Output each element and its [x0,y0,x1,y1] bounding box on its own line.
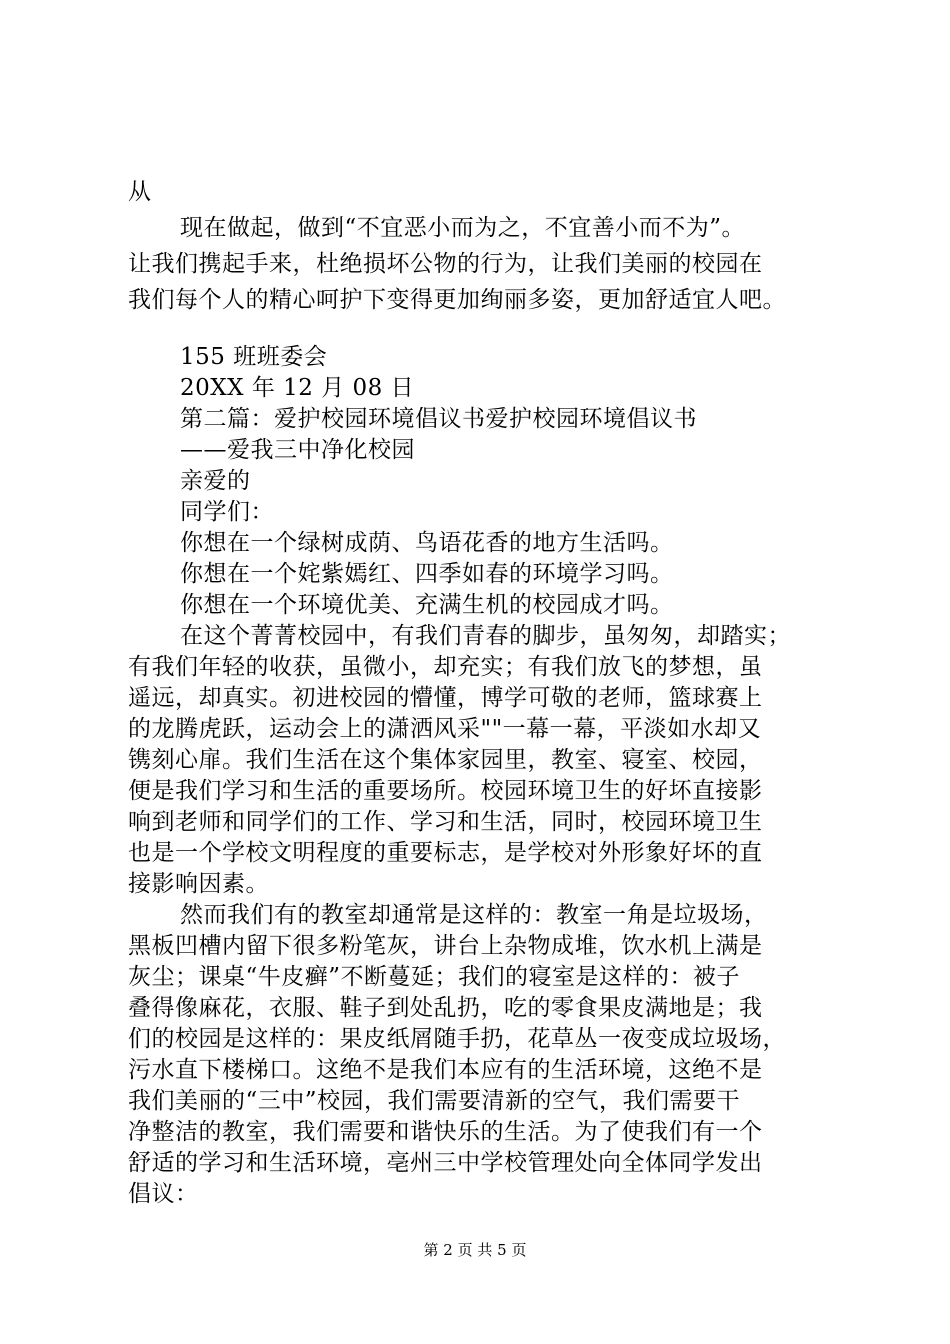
text-line: 净整洁的教室，我们需要和谐快乐的生活。为了使我们有一个 [128,1119,763,1145]
signature-line: 155 班班委会 [180,344,328,370]
text-line: 污水直下楼梯口。这绝不是我们本应有的生活环境，这绝不是 [128,1057,763,1083]
text-line: 也是一个学校文明程度的重要标志，是学校对外形象好坏的直 [128,840,763,866]
text-line: 舒适的学习和生活环境，亳州三中学校管理处向全体同学发出 [128,1150,763,1176]
text-line: 同学们： [180,499,274,525]
section-title: 第二篇：爱护校园环境倡议书爱护校园环境倡议书 [180,406,697,432]
text-line: 你想在一个绿树成荫、鸟语花香的地方生活吗。 [180,530,674,556]
text-line: 我们每个人的精心呵护下变得更加绚丽多姿，更加舒适宜人吧。 [128,287,786,313]
text-line: 然而我们有的教室却通常是这样的：教室一角是垃圾场， [180,902,768,928]
text-line: 你想在一个姹紫嫣红、四季如春的环境学习吗。 [180,561,674,587]
text-line: 灰尘；课桌“牛皮癣”不断蔓延；我们的寝室是这样的：被子 [128,964,741,990]
text-line: 们的校园是这样的：果皮纸屑随手扔，花草丛一夜变成垃圾场， [128,1026,786,1052]
text-line: 便是我们学习和生活的重要场所。校园环境卫生的好坏直接影 [128,778,763,804]
text-line: 我们美丽的“三中”校园，我们需要清新的空气，我们需要干 [128,1088,741,1114]
text-line: 黑板凹槽内留下很多粉笔灰，讲台上杂物成堆，饮水机上满是 [128,933,763,959]
date-line: 20XX 年 12 月 08 日 [180,375,415,401]
text-line: 的龙腾虎跃，运动会上的潇洒风采""一幕一幕，平淡如水却又 [128,716,762,742]
text-line: 在这个菁菁校园中，有我们青春的脚步，虽匆匆，却踏实； [180,623,791,649]
page-footer: 第 2 页 共 5 页 [423,1241,527,1259]
text-line: 你想在一个环境优美、充满生机的校园成才吗。 [180,592,674,618]
text-line: 亲爱的 [180,468,251,494]
text-line: 让我们携起手来，杜绝损坏公物的行为，让我们美丽的校园在 [128,251,763,277]
text-line: 有我们年轻的收获，虽微小，却充实；有我们放飞的梦想，虽 [128,654,763,680]
text-line: 从 [128,179,152,205]
text-line: 遥远，却真实。初进校园的懵懂，博学可敬的老师，篮球赛上 [128,685,763,711]
text-line: 倡议： [128,1181,199,1207]
text-line: 现在做起，做到“不宜恶小而为之，不宜善小而不为”。 [180,215,746,241]
text-line: 接影响因素。 [128,871,269,897]
text-line: 叠得像麻花，衣服、鞋子到处乱扔，吃的零食果皮满地是；我 [128,995,763,1021]
section-subtitle: ——爱我三中净化校园 [180,437,415,463]
text-line: 响到老师和同学们的工作、学习和生活，同时，校园环境卫生 [128,809,763,835]
text-line: 镌刻心扉。我们生活在这个集体家园里，教室、寝室、校园， [128,747,763,773]
